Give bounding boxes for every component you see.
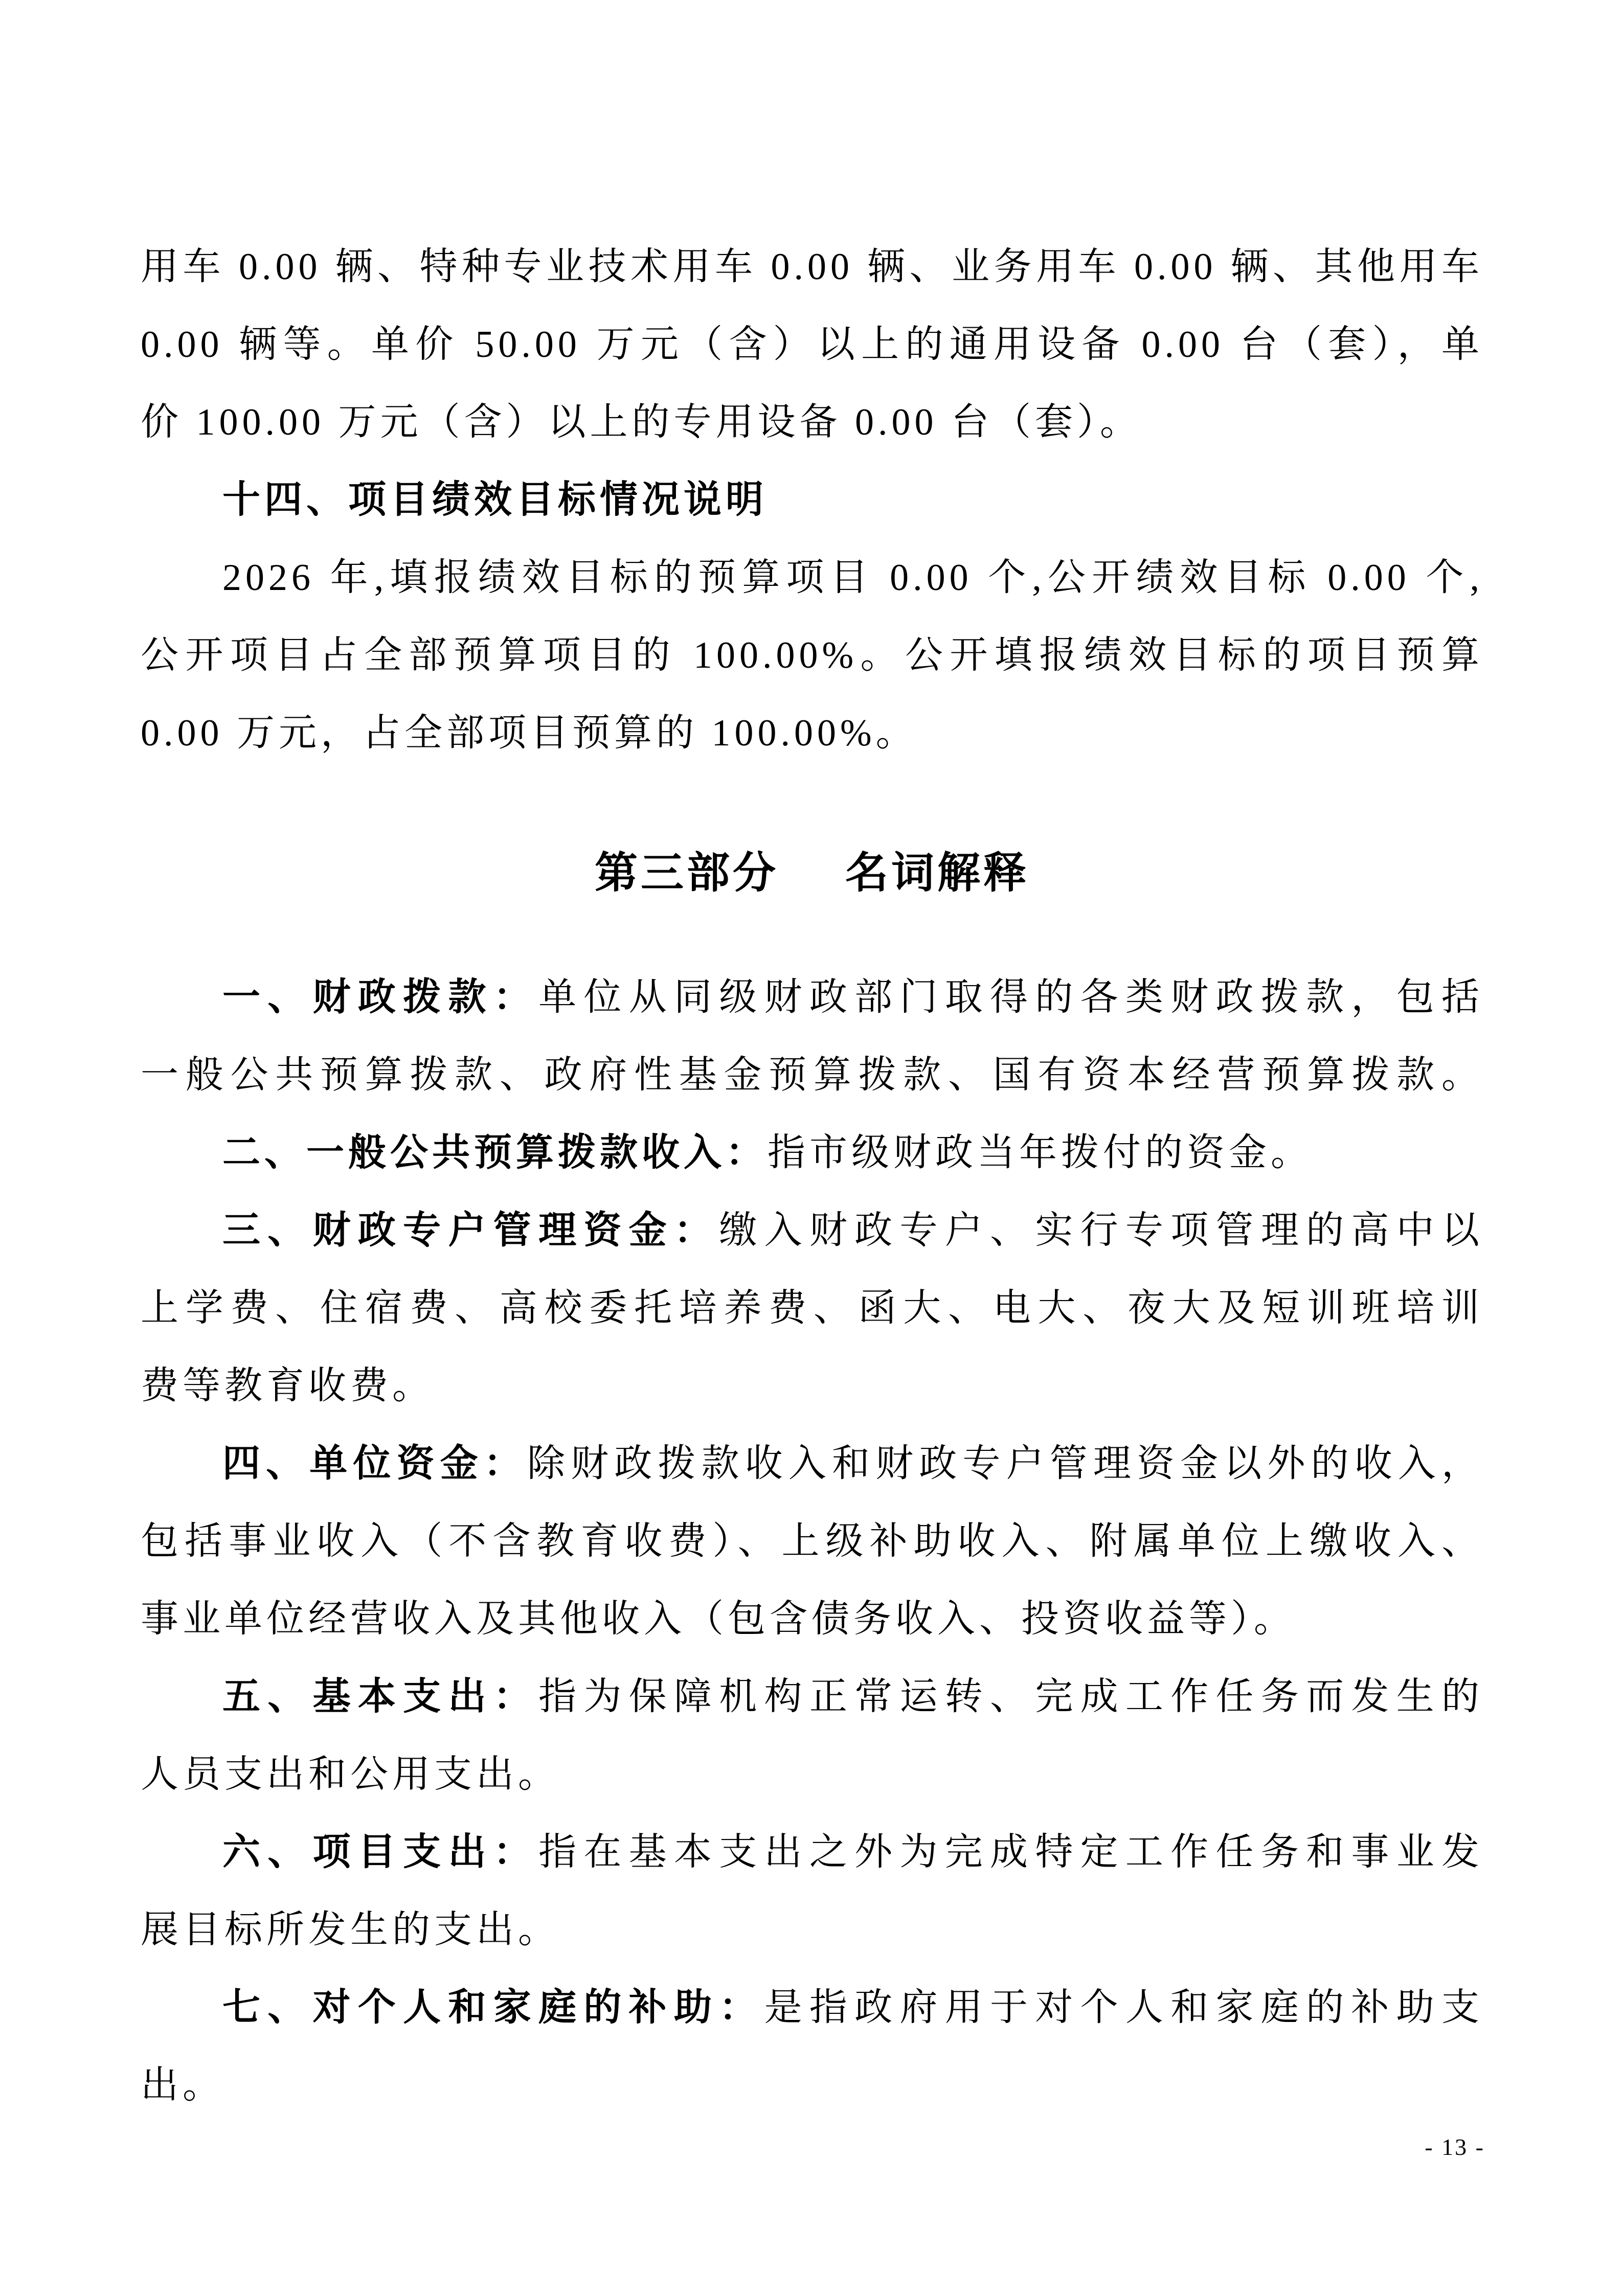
- document-body: [141, 228, 1483, 2124]
- text-line: [141, 461, 1483, 539]
- text-line: [141, 1503, 1483, 1580]
- text-line: [141, 694, 1483, 772]
- text-line: [141, 228, 1483, 306]
- text-span: 费等教育收费。: [141, 1365, 434, 1407]
- text-line: [141, 383, 1483, 461]
- text-span: 0.00 万元，占全部项目预算的 100.00%。: [141, 712, 918, 754]
- text-span: 缴入财政专户、实行专项管理的高中以: [719, 1210, 1483, 1252]
- term-label: 六、项目支出：: [222, 1831, 539, 1873]
- text-span: 是指政府用于对个人和家庭的补助支: [764, 1987, 1483, 2029]
- text-span: 人员支出和公用支出。: [141, 1754, 560, 1795]
- text-span: 指市级财政当年拨付的资金。: [768, 1132, 1313, 1174]
- text-line: [141, 1347, 1483, 1425]
- section-title: [141, 829, 1483, 918]
- text-line: [141, 2047, 1483, 2124]
- text-line: [141, 1891, 1483, 1969]
- text-span: 上学费、住宿费、高校委托培养费、函大、电大、夜大及短训班培训: [141, 1287, 1483, 1329]
- term-label: 一、财政拨款：: [222, 976, 539, 1018]
- text-span: 用车 0.00 辆、特种专业技术用车 0.00 辆、业务用车 0.00 辆、其他用车: [141, 246, 1483, 288]
- text-line: [141, 1192, 1483, 1269]
- text-line: [141, 1736, 1483, 1813]
- text-line: [141, 1580, 1483, 1658]
- text-line: [141, 306, 1483, 383]
- text-span: 展目标所发生的支出。: [141, 1909, 560, 1951]
- page-number: - 13 -: [1425, 2134, 1485, 2160]
- text-span: 一般公共预算拨款、政府性基金预算拨款、国有资本经营预算拨款。: [141, 1054, 1483, 1096]
- text-span: 0.00 辆等。单价 50.00 万元（含）以上的通用设备 0.00 台（套），单: [141, 324, 1483, 366]
- text-line: [141, 1114, 1483, 1192]
- text-span: 出。: [141, 2064, 224, 2106]
- text-line: [141, 1658, 1483, 1736]
- text-line: [141, 1269, 1483, 1347]
- term-label: 七、对个人和家庭的补助：: [222, 1987, 764, 2029]
- section-title-part: 名词解释: [845, 850, 1030, 897]
- text-line: [141, 1813, 1483, 1891]
- text-line: [141, 539, 1483, 617]
- text-span: 指为保障机构正常运转、完成工作任务而发生的: [538, 1676, 1483, 1718]
- text-span: 2026 年,填报绩效目标的预算项目 0.00 个,公开绩效目标 0.00 个,: [222, 557, 1483, 599]
- text-span: 单位从同级财政部门取得的各类财政拨款，包括: [538, 976, 1483, 1018]
- text-line: [141, 959, 1483, 1036]
- text-line: [141, 1036, 1483, 1114]
- term-label: 五、基本支出：: [222, 1676, 539, 1718]
- text-span: 除财政拨款收入和财政专户管理资金以外的收入，: [527, 1443, 1483, 1485]
- text-span: 事业单位经营收入及其他收入（包含债务收入、投资收益等）。: [141, 1598, 1296, 1640]
- text-line: [141, 1425, 1483, 1503]
- term-label: 二、一般公共预算拨款收入：: [222, 1132, 768, 1174]
- text-line: [141, 617, 1483, 694]
- section-title-part: 第三部分: [594, 850, 779, 897]
- text-span: 价 100.00 万元（含）以上的专用设备 0.00 台（套）。: [141, 401, 1142, 443]
- term-label: 三、财政专户管理资金：: [222, 1210, 719, 1252]
- term-label: 四、单位资金：: [222, 1443, 527, 1485]
- text-span: 指在基本支出之外为完成特定工作任务和事业发: [538, 1831, 1483, 1873]
- text-span: 包括事业收入（不含教育收费）、上级补助收入、附属单位上缴收入、: [141, 1520, 1483, 1562]
- term-label: 十四、项目绩效目标情况说明: [222, 479, 768, 521]
- text-line: [141, 1969, 1483, 2047]
- text-span: 公开项目占全部预算项目的 100.00%。公开填报绩效目标的项目预算: [141, 634, 1483, 676]
